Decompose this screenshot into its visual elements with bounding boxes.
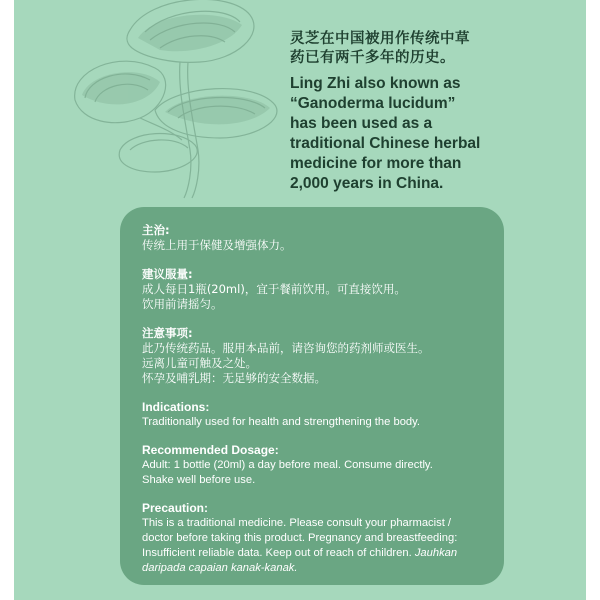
en-precaution-text: [142, 561, 490, 576]
zh-precaution-text: 怀孕及哺乳期：无足够的安全数据。: [142, 371, 326, 385]
zh-dosage-heading: 建议服量:: [142, 267, 193, 281]
zh-dosage-text: 饮用前请摇匀。: [142, 297, 223, 311]
intro-chinese-line: 灵芝在中国被用作传统中草: [290, 31, 470, 47]
en-indications-section: [142, 400, 490, 430]
intro-english-line: traditional Chinese herbal: [290, 135, 481, 152]
zh-dosage-section: [142, 267, 490, 312]
intro-chinese: [290, 30, 530, 68]
en-indications-text: Traditionally used for health and strengthening the body.: [142, 416, 421, 428]
lingzhi-mushroom-illustration: [60, 0, 290, 200]
en-dosage-section: [142, 443, 490, 488]
right-white-border: [586, 0, 600, 600]
zh-indications-text: 传统上用于保健及增强体力。: [142, 238, 292, 252]
intro-english-line: 2,000 years in China.: [290, 175, 444, 192]
intro-text-block: [290, 30, 530, 194]
en-precaution-section: [142, 501, 490, 576]
left-white-border: [0, 0, 14, 600]
zh-indications-section: [142, 223, 490, 253]
zh-precaution-section: [142, 326, 490, 386]
zh-precaution-heading: 注意事项:: [142, 326, 193, 340]
en-precaution-text: [142, 546, 490, 561]
en-dosage-text: Shake well before use.: [142, 474, 256, 486]
zh-dosage-text: 成人每日1瓶(20ml)，宜于餐前饮用。可直接饮用。: [142, 282, 406, 296]
en-dosage-text: Adult: 1 bottle (20ml) a day before meal. Consume directly.: [142, 459, 433, 471]
information-panel: [120, 207, 504, 585]
intro-english-line: “Ganoderma lucidum”: [290, 95, 456, 112]
intro-english: [290, 74, 530, 194]
zh-indications-heading: 主治:: [142, 223, 170, 237]
en-indications-heading: Indications:: [142, 400, 210, 414]
en-precaution-text: This is a traditional medicine. Please consult your pharmacist /: [142, 517, 452, 529]
malay-warning-italic: Jauhkan: [414, 547, 458, 559]
en-dosage-heading: Recommended Dosage:: [142, 443, 279, 457]
intro-chinese-line: 药已有两千多年的历史。: [290, 50, 455, 66]
zh-precaution-text: 远离儿童可触及之处。: [142, 356, 257, 370]
intro-english-line: has been used as a: [290, 115, 433, 132]
malay-warning-italic: daripada capaian kanak-kanak.: [142, 562, 298, 574]
en-precaution-text: doctor before taking this product. Pregnancy and breastfeeding:: [142, 532, 458, 544]
en-precaution-line: Insufficient reliable data. Keep out of reach of children.: [142, 547, 412, 559]
intro-english-line: Ling Zhi also known as: [290, 75, 461, 92]
intro-english-line: medicine for more than: [290, 155, 462, 172]
en-precaution-heading: Precaution:: [142, 501, 209, 515]
zh-precaution-text: 此乃传统药品。服用本品前，请咨询您的药剂师或医生。: [142, 341, 430, 355]
